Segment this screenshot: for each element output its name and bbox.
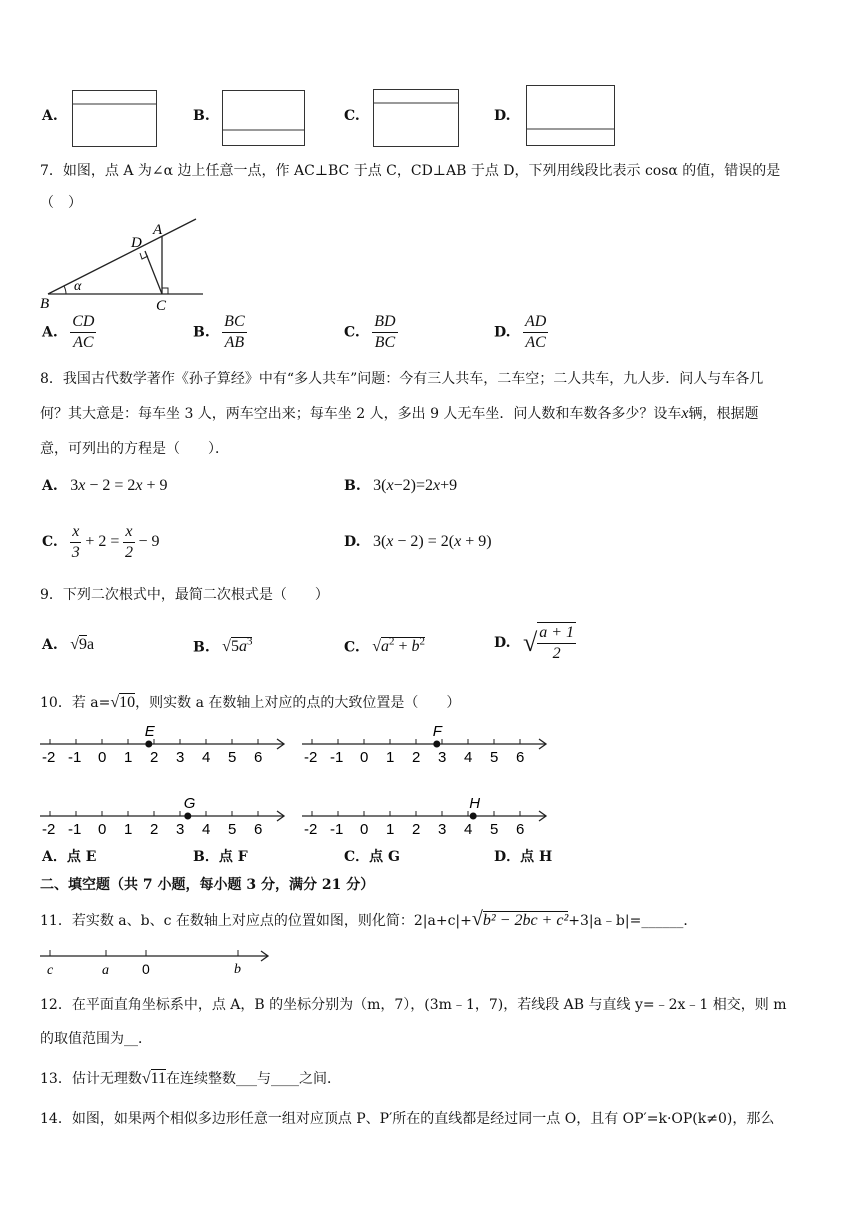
- q7-option-d-den: AC: [525, 334, 546, 351]
- number-line-tick-label: 1: [386, 749, 395, 766]
- q7-option-c-label: C.: [344, 324, 360, 341]
- number-line-tick-label: 6: [254, 821, 263, 838]
- number-line-g: [38, 794, 290, 842]
- q6-option-d-label: D.: [494, 108, 511, 124]
- q7-option-c-num: BD: [372, 312, 397, 333]
- q10-stem-rad: 10: [119, 694, 136, 711]
- q12-stem-line1: 12．在平面直角坐标系中，点 A，B 的坐标分别为（m，7），(3m﹣1，7)，若线段 AB 与直线 y=﹣2x﹣1 相交，则 m: [40, 997, 787, 1013]
- q8-stem-var: x: [681, 405, 689, 422]
- number-line-tick-label: 0: [360, 749, 369, 766]
- number-line-tick-label: 1: [124, 749, 133, 766]
- q7-option-b: [193, 312, 247, 353]
- number-line-tick-label: 6: [516, 749, 525, 766]
- q10-option-a: A．点 E: [42, 849, 97, 865]
- number-line-tick-label: -1: [330, 821, 344, 838]
- number-line-point-label: G: [183, 795, 196, 812]
- number-line-tick-label: 1: [386, 821, 395, 838]
- number-line-point: [184, 813, 191, 820]
- number-line-tick-label: 2: [150, 821, 159, 838]
- q7-option-b-label: B.: [193, 324, 210, 341]
- q7-option-d-label: D.: [494, 324, 511, 341]
- q7-option-b-num: BC: [222, 312, 246, 333]
- q11-stem-post: +3|a﹣b|=______．: [568, 913, 698, 929]
- number-line-tick-label: 4: [202, 821, 211, 838]
- number-line-tick-label: 5: [228, 821, 237, 838]
- q7-label-a: A: [153, 222, 163, 238]
- number-line-tick-label: 3: [176, 821, 185, 838]
- q6-option-b-figure: [222, 90, 306, 148]
- number-line-point-label: F: [432, 723, 442, 740]
- q14-stem: 14．如图，如果两个相似多边形任意一组对应顶点 P、P′所在的直线都是经过同一点 O，且有 OP′=k·OP(k≠0)，那么: [40, 1111, 775, 1127]
- number-line-tick-label: 2: [412, 749, 421, 766]
- q10-option-d: D．点 H: [494, 849, 553, 865]
- number-line-tick-label: 0: [98, 749, 107, 766]
- q8-stem-line1: 8．我国古代数学著作《孙子算经》中有“多人共车”问题：今有三人共车，二车空；二人共车，九人步．问人与车各几: [40, 371, 764, 387]
- q9-stem: 9．下列二次根式中，最简二次根式是（ ）: [40, 587, 329, 603]
- q8-stem-line2: [40, 403, 759, 423]
- q6-option-b-label: B.: [193, 108, 210, 124]
- q7-stem-line2: （ ）: [40, 195, 82, 211]
- q10-stem-pre: 10．若 a=: [40, 695, 111, 711]
- q11-stem-pre: 11．若实数 a、b、c 在数轴上对应点的位置如图，则化简：2|a+c|+: [40, 913, 472, 929]
- number-line-tick-label: -1: [68, 821, 82, 838]
- q6-option-a-figure: [72, 90, 158, 148]
- q7-option-b-den: AB: [224, 334, 245, 351]
- number-line-tick-label: 2: [150, 749, 159, 766]
- number-line-tick-label: -2: [42, 821, 56, 838]
- q7-label-alpha: α: [74, 279, 82, 294]
- q8-option-c: C. $\frac{x}{3}$ + 2 = $\frac{x}{2}$ − 9: [42, 523, 160, 561]
- q7-option-a-label: A.: [42, 324, 58, 341]
- q13-stem-post: 在连续整数___与____之间．: [166, 1071, 342, 1087]
- q9-option-a-label: A.: [42, 637, 58, 653]
- q11-label-zero: 0: [142, 961, 150, 977]
- number-line-tick-label: 3: [438, 821, 447, 838]
- q7-option-c: [344, 312, 398, 353]
- q7-option-c-den: BC: [374, 334, 396, 351]
- number-line-tick-label: -2: [42, 749, 56, 766]
- q6-option-c-figure: [373, 89, 460, 148]
- number-line-tick-label: 2: [412, 821, 421, 838]
- q8-stem-line3: 意，可列出的方程是（ ）．: [40, 441, 229, 457]
- number-line-tick-label: 3: [438, 749, 447, 766]
- number-line-point-label: E: [144, 723, 155, 740]
- q8-option-d: D. 3(x − 2) = 2(x + 9): [344, 533, 492, 550]
- q12-stem-line2: 的取值范围为__．: [40, 1031, 152, 1047]
- q13-stem-pre: 13．估计无理数: [40, 1071, 142, 1087]
- section-2-heading: 二、填空题（共 7 小题，每小题 3 分，满分 21 分）: [40, 877, 375, 893]
- number-line-tick-label: 5: [490, 821, 499, 838]
- number-line-tick-label: -1: [330, 749, 344, 766]
- q11-number-line: [38, 946, 274, 978]
- number-line-tick-label: 3: [176, 749, 185, 766]
- q7-option-d: [494, 312, 548, 353]
- q7-label-b: B: [40, 296, 50, 312]
- q6-option-d-figure: [526, 85, 616, 147]
- q7-option-d-num: AD: [523, 312, 548, 333]
- q9-option-a: A. √9a: [42, 636, 95, 653]
- q8-stem-line2-text: 何？其大意是：每车坐 3 人，两车空出来；每车坐 2 人，多出 9 人无车坐．问人数和车数各多少？设车: [40, 406, 682, 422]
- number-line-point: [433, 741, 440, 748]
- number-line-tick-label: 5: [228, 749, 237, 766]
- q10-option-c: C．点 G: [344, 849, 400, 865]
- q8-option-b-label: B.: [344, 478, 361, 494]
- number-line-tick-label: 4: [464, 749, 473, 766]
- q10-stem: 10．若 a=√10，则实数 a 在数轴上对应的点的大致位置是（ ）: [40, 694, 461, 711]
- number-line-tick-label: 0: [98, 821, 107, 838]
- q9-option-b-label: B.: [193, 639, 210, 656]
- q8-option-a-label: A.: [42, 478, 58, 494]
- number-line-tick-label: -1: [68, 749, 82, 766]
- q13-stem: 13．估计无理数√11在连续整数___与____之间．: [40, 1070, 342, 1087]
- q9-option-d-label: D.: [494, 635, 511, 651]
- q7-option-a: [42, 312, 96, 353]
- q8-stem-line2-end: 辆，根据题: [688, 406, 759, 422]
- q9-option-c-label: C.: [344, 639, 360, 656]
- number-line-tick-label: 6: [254, 749, 263, 766]
- number-line-tick-label: 1: [124, 821, 133, 838]
- q9-option-b: B. $√5a^3$: [193, 636, 253, 656]
- q8-option-b: B. 3(x−2)=2x+9: [344, 477, 458, 494]
- q7-stem-line1: 7．如图，点 A 为∠α 边上任意一点，作 AC⊥BC 于点 C，CD⊥AB 于点 D，下列用线段比表示 cosα 的值，错误的是: [40, 163, 781, 179]
- q7-label-c: C: [156, 298, 167, 314]
- q11-stem-rad: b² − 2bc + c²: [482, 912, 569, 929]
- q13-stem-rad: 11: [150, 1070, 167, 1087]
- q8-option-c-label: C.: [42, 534, 58, 551]
- number-line-point: [470, 813, 477, 820]
- q6-option-c-label: C.: [344, 108, 360, 124]
- number-line-tick-label: 6: [516, 821, 525, 838]
- number-line-h: [300, 794, 552, 842]
- number-line-tick-label: 4: [202, 749, 211, 766]
- q11-stem: 11．若实数 a、b、c 在数轴上对应点的位置如图，则化简：2|a+c|+√b² − 2bc + c²+3|a﹣b|=______．: [40, 908, 698, 930]
- q10-stem-post: ，则实数 a 在数轴上对应的点的大致位置是（ ）: [135, 695, 461, 711]
- number-line-point: [145, 741, 152, 748]
- q7-option-a-num: CD: [70, 312, 96, 333]
- number-line-tick-label: 0: [360, 821, 369, 838]
- q11-label-b: b: [234, 962, 241, 977]
- q9-option-c: C. $√a^2 + b^2$: [344, 636, 426, 656]
- number-line-tick-label: 4: [464, 821, 473, 838]
- q7-option-a-den: AC: [73, 334, 94, 351]
- number-line-point-label: H: [469, 795, 481, 812]
- q10-option-b: B．点 F: [193, 849, 248, 865]
- q6-option-a-label: A.: [42, 108, 58, 124]
- number-line-f: [300, 722, 552, 770]
- q7-label-d: D: [131, 235, 142, 251]
- q11-label-a: a: [102, 963, 109, 978]
- number-line-tick-label: -2: [304, 821, 318, 838]
- q8-option-d-label: D.: [344, 534, 361, 550]
- q8-option-a: A. 3x − 2 = 2x + 9: [42, 477, 168, 494]
- number-line-tick-label: 5: [490, 749, 499, 766]
- number-line-e: [38, 722, 290, 770]
- number-line-tick-label: -2: [304, 749, 318, 766]
- q9-option-d: D. √ $\frac{a + 1}{2}$: [494, 624, 575, 662]
- q7-triangle-figure: [38, 214, 208, 314]
- q11-label-c: c: [47, 963, 54, 978]
